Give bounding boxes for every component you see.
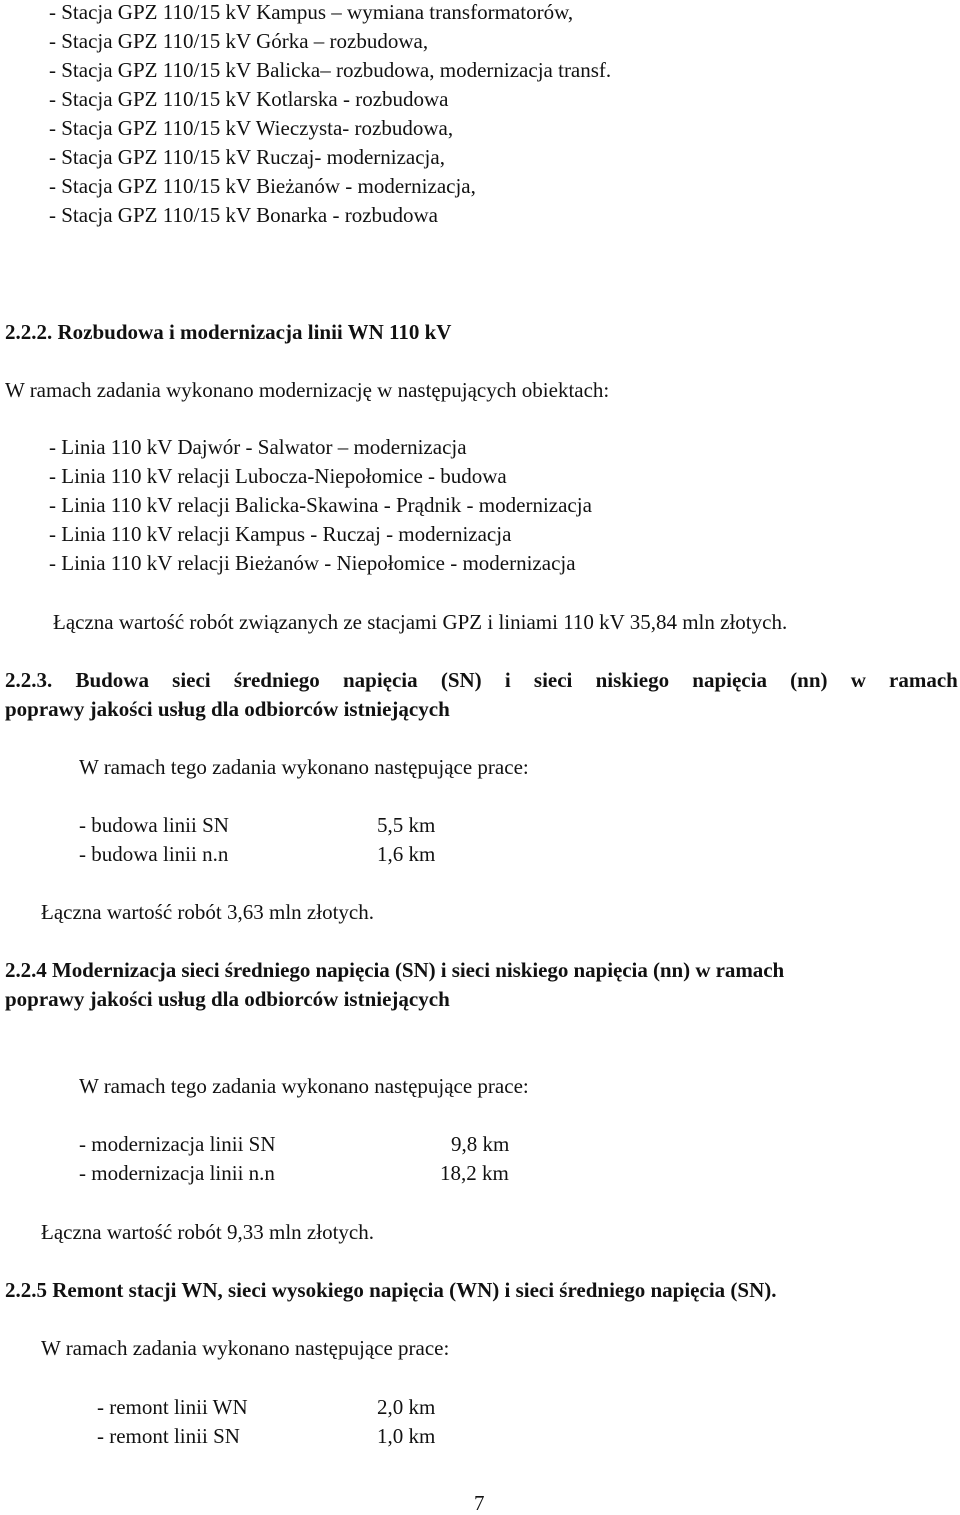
list-item: - Stacja GPZ 110/15 kV Kotlarska - rozbudowa: [49, 87, 449, 111]
row-value: 9,8 km: [451, 1132, 510, 1156]
row-label: - remont linii SN: [97, 1424, 240, 1448]
list-item: - Linia 110 kV relacji Lubocza-Niepołomice - budowa: [49, 464, 507, 488]
row-value: 2,0 km: [377, 1395, 436, 1419]
heading-word: i: [504, 668, 511, 692]
heading-word: średniego: [233, 668, 320, 692]
row-value: 18,2 km: [440, 1161, 509, 1185]
row-label: - modernizacja linii n.n: [79, 1161, 275, 1185]
section-heading-2-2-3: [5, 670, 958, 691]
heading-word: ramach: [889, 668, 958, 692]
section-total: Łączna wartość robót związanych ze stacjami GPZ i liniami 110 kV 35,84 mln złotych.: [53, 610, 788, 634]
list-item: - Linia 110 kV Dajwór - Salwator – modernizacja: [49, 435, 467, 459]
heading-word: (SN): [440, 668, 482, 692]
list-item: - Linia 110 kV relacji Balicka-Skawina - Prądnik - modernizacja: [49, 493, 592, 517]
heading-word: w: [850, 668, 866, 692]
row-label: - remont linii WN: [97, 1395, 248, 1419]
list-item: - Stacja GPZ 110/15 kV Bonarka - rozbudowa: [49, 203, 439, 227]
section-heading-2-2-5: 2.2.5 Remont stacji WN, sieci wysokiego napięcia (WN) i sieci średniego napięcia (SN).: [5, 1278, 777, 1302]
section-heading-2-2-4-cont: poprawy jakości usług dla odbiorców istniejących: [5, 987, 450, 1011]
section-intro: W ramach tego zadania wykonano następujące prace:: [79, 1074, 529, 1098]
heading-word: niskiego: [595, 668, 670, 692]
list-item: - Stacja GPZ 110/15 kV Górka – rozbudowa,: [49, 29, 429, 53]
section-intro: W ramach zadania wykonano następujące prace:: [41, 1336, 450, 1360]
section-heading-2-2-3-cont: poprawy jakości usług dla odbiorców istniejących: [5, 697, 450, 721]
heading-word: sieci: [533, 668, 573, 692]
section-heading-2-2-4: 2.2.4 Modernizacja sieci średniego napięcia (SN) i sieci niskiego napięcia (nn) w ramach: [5, 958, 785, 982]
list-item: - Linia 110 kV relacji Bieżanów - Niepołomice - modernizacja: [49, 551, 576, 575]
heading-word: napięcia: [342, 668, 418, 692]
row-value: 5,5 km: [377, 813, 436, 837]
row-value: 1,6 km: [377, 842, 436, 866]
section-total: Łączna wartość robót 9,33 mln złotych.: [41, 1220, 374, 1244]
row-value: 1,0 km: [377, 1424, 436, 1448]
row-label: - modernizacja linii SN: [79, 1132, 276, 1156]
page-number: 7: [474, 1491, 485, 1515]
section-total: Łączna wartość robót 3,63 mln złotych.: [41, 900, 374, 924]
heading-word: napięcia: [692, 668, 767, 692]
row-label: - budowa linii SN: [79, 813, 229, 837]
heading-word: Budowa: [75, 668, 149, 692]
section-heading-2-2-2: 2.2.2. Rozbudowa i modernizacja linii WN 110 kV: [5, 320, 452, 344]
list-item: - Stacja GPZ 110/15 kV Bieżanów - modernizacja,: [49, 174, 476, 198]
list-item: - Stacja GPZ 110/15 kV Balicka– rozbudowa, modernizacja transf.: [49, 58, 612, 82]
heading-word: (nn): [790, 668, 828, 692]
section-intro: W ramach zadania wykonano modernizację w następujących obiektach:: [5, 378, 610, 402]
row-label: - budowa linii n.n: [79, 842, 229, 866]
list-item: - Stacja GPZ 110/15 kV Wieczysta- rozbudowa,: [49, 116, 454, 140]
heading-word: sieci: [172, 668, 211, 692]
list-item: - Linia 110 kV relacji Kampus - Ruczaj - modernizacja: [49, 522, 512, 546]
list-item: - Stacja GPZ 110/15 kV Ruczaj- modernizacja,: [49, 145, 445, 169]
list-item: - Stacja GPZ 110/15 kV Kampus – wymiana transformatorów,: [49, 0, 574, 24]
heading-word: 2.2.3.: [5, 668, 53, 692]
section-intro: W ramach tego zadania wykonano następujące prace:: [79, 755, 529, 779]
